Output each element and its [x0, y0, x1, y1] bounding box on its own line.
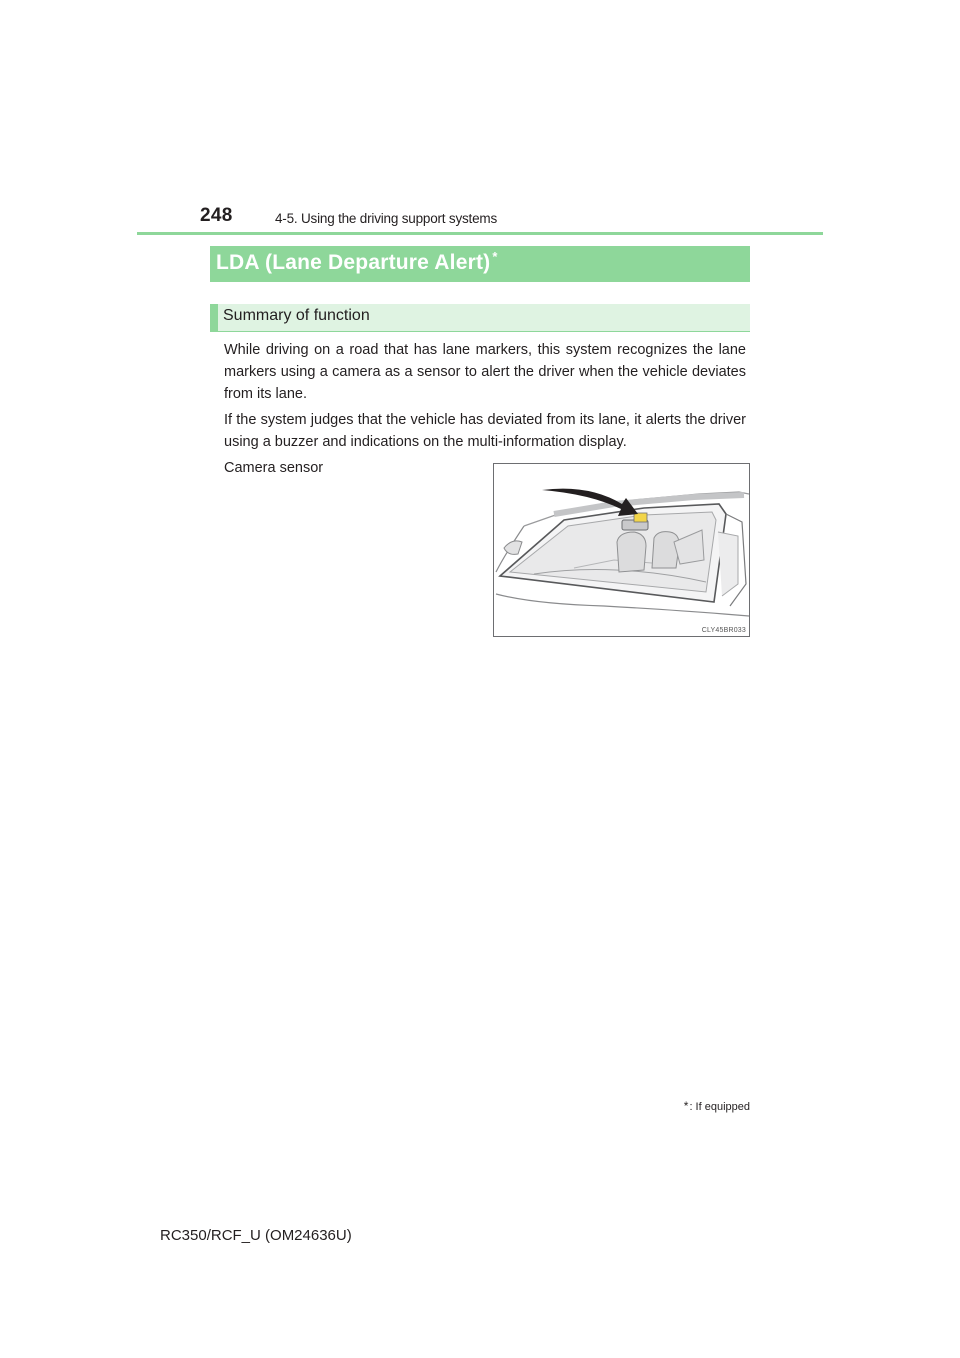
document-code: RC350/RCF_U (OM24636U) — [160, 1227, 352, 1244]
header-rule — [137, 232, 823, 235]
figure-code: CLY45BR033 — [701, 627, 746, 634]
windshield-drawing — [494, 464, 749, 636]
subsection-accent — [210, 304, 218, 331]
subsection-bar — [210, 304, 750, 332]
footnote — [684, 1099, 750, 1113]
footnote-mark: * — [683, 1099, 689, 1113]
paragraph-alert: If the system judges that the vehicle has deviated from its lane, it alerts the driver using a buzzer and indications on the multi-information display. — [224, 412, 746, 450]
section-title-bar — [210, 246, 750, 282]
section-title-text: LDA (Lane Departure Alert) — [216, 251, 491, 274]
camera-sensor-illustration — [493, 463, 750, 637]
equipped-mark: * — [492, 249, 498, 264]
paragraph-summary: While driving on a road that has lane markers, this system recognizes the lane markers using a camera as a sensor to alert the driver when the vehicle deviates from its lane. — [224, 342, 746, 402]
footnote-text: : If equipped — [689, 1101, 750, 1113]
subsection-title: Summary of function — [223, 307, 370, 324]
section-title — [216, 249, 498, 275]
page-number: 248 — [200, 205, 233, 226]
section-path: 4-5. Using the driving support systems — [275, 211, 497, 226]
camera-sensor-mark — [634, 513, 647, 522]
figure-caption: Camera sensor — [224, 460, 324, 476]
